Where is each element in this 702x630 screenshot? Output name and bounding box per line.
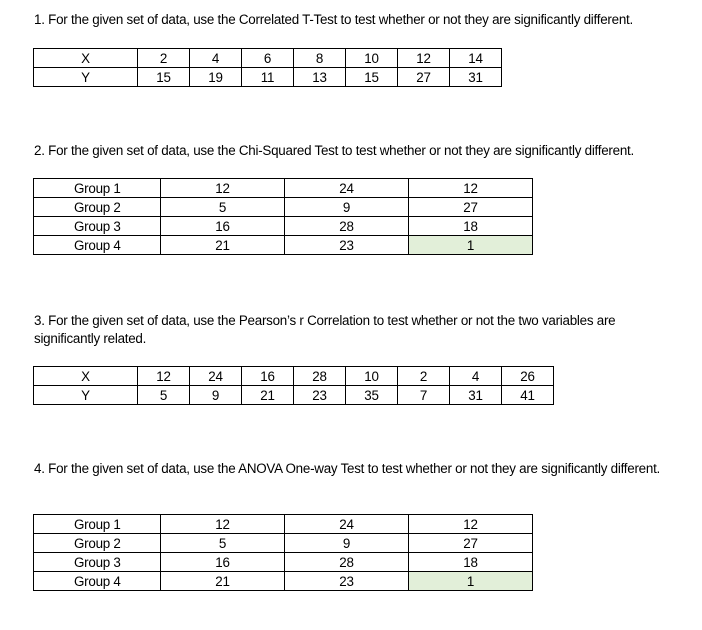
row-label: Y (34, 386, 138, 405)
cell: 41 (502, 386, 554, 405)
cell: 16 (161, 217, 285, 236)
table-row (34, 553, 533, 572)
cell: 13 (294, 68, 346, 87)
cell: 9 (285, 534, 409, 553)
cell: 7 (398, 386, 450, 405)
question-4-text: 4. For the given set of data, use the ANOVA One-way Test to test whether or not they are significantly different. (34, 461, 661, 476)
cell: 31 (450, 68, 502, 87)
cell: 28 (285, 217, 409, 236)
row-label: Group 1 (34, 515, 161, 534)
table-row (34, 179, 533, 198)
cell: 27 (398, 68, 450, 87)
cell: 16 (161, 553, 285, 572)
row-label: Group 2 (34, 534, 161, 553)
row-label: Y (34, 68, 138, 87)
cell: 24 (285, 179, 409, 198)
cell: 5 (161, 534, 285, 553)
cell: 27 (409, 198, 533, 217)
table-row (34, 49, 502, 68)
cell: 12 (161, 515, 285, 534)
cell: 11 (242, 68, 294, 87)
cell: 9 (190, 386, 242, 405)
cell: 24 (190, 367, 242, 386)
highlighted-cell: 1 (409, 572, 533, 591)
cell: 14 (450, 49, 502, 68)
row-label: X (34, 367, 138, 386)
row-label: Group 1 (34, 179, 161, 198)
table-1 (33, 48, 502, 87)
row-label: Group 4 (34, 572, 161, 591)
table-row (34, 534, 533, 553)
row-label: X (34, 49, 138, 68)
cell: 27 (409, 534, 533, 553)
table-row (34, 515, 533, 534)
question-1-text: 1. For the given set of data, use the Correlated T-Test to test whether or not they are significantly different. (34, 12, 633, 27)
cell: 15 (138, 68, 190, 87)
cell: 26 (502, 367, 554, 386)
cell: 21 (242, 386, 294, 405)
cell: 31 (450, 386, 502, 405)
cell: 5 (138, 386, 190, 405)
row-label: Group 2 (34, 198, 161, 217)
cell: 9 (285, 198, 409, 217)
cell: 2 (138, 49, 190, 68)
cell: 6 (242, 49, 294, 68)
table-row (34, 236, 533, 255)
cell: 4 (450, 367, 502, 386)
cell: 10 (346, 49, 398, 68)
highlighted-cell: 1 (409, 236, 533, 255)
cell: 19 (190, 68, 242, 87)
cell: 23 (294, 386, 346, 405)
cell: 12 (409, 515, 533, 534)
cell: 5 (161, 198, 285, 217)
table-3 (33, 366, 554, 405)
cell: 12 (398, 49, 450, 68)
cell: 12 (161, 179, 285, 198)
cell: 4 (190, 49, 242, 68)
cell: 18 (409, 553, 533, 572)
table-row (34, 198, 533, 217)
table-row (34, 386, 554, 405)
row-label: Group 3 (34, 217, 161, 236)
table-2 (33, 178, 533, 255)
table-row (34, 367, 554, 386)
cell: 12 (409, 179, 533, 198)
cell: 24 (285, 515, 409, 534)
cell: 21 (161, 236, 285, 255)
cell: 12 (138, 367, 190, 386)
question-3-text: 3. For the given set of data, use the Pearson’s r Correlation to test whether or not the two variables are significantly related. (34, 313, 616, 346)
cell: 23 (285, 236, 409, 255)
row-label: Group 3 (34, 553, 161, 572)
table-row (34, 572, 533, 591)
table-row (34, 217, 533, 236)
cell: 2 (398, 367, 450, 386)
cell: 15 (346, 68, 398, 87)
question-2-text: 2. For the given set of data, use the Chi-Squared Test to test whether or not they are significantly different. (34, 143, 634, 158)
row-label: Group 4 (34, 236, 161, 255)
cell: 35 (346, 386, 398, 405)
cell: 21 (161, 572, 285, 591)
cell: 16 (242, 367, 294, 386)
cell: 28 (294, 367, 346, 386)
cell: 18 (409, 217, 533, 236)
cell: 8 (294, 49, 346, 68)
cell: 10 (346, 367, 398, 386)
table-row (34, 68, 502, 87)
table-4 (33, 514, 533, 591)
cell: 28 (285, 553, 409, 572)
cell: 23 (285, 572, 409, 591)
